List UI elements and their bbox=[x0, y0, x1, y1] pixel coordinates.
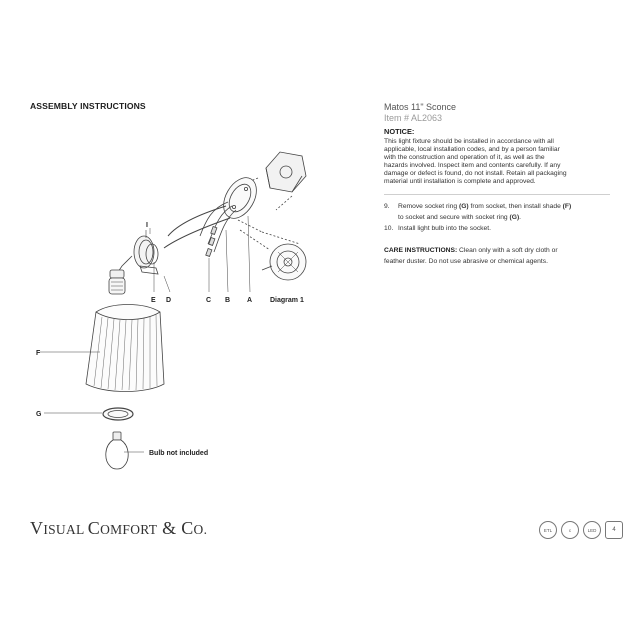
care-text: feather duster. Do not use abrasive or chemical agents. bbox=[384, 258, 548, 266]
label-bulb-not-included: Bulb not included bbox=[149, 450, 209, 457]
notice-line: This light fixture should be installed in accordance with all bbox=[384, 138, 554, 145]
label-b: B bbox=[225, 297, 231, 304]
label-f: F bbox=[36, 350, 41, 357]
notice-line: damage or defect is found, do not install. Retain all packaging bbox=[384, 170, 567, 178]
rating-badge-icon: 4 bbox=[605, 521, 623, 539]
label-d: D bbox=[166, 297, 172, 304]
step-number: 10. bbox=[384, 225, 394, 233]
notice-line: hazards involved. Inspect item and contents carefully. If any bbox=[384, 162, 561, 170]
label-e: E bbox=[151, 297, 156, 304]
notice-heading: NOTICE: bbox=[384, 127, 415, 136]
shade-icon bbox=[86, 305, 164, 392]
brand-logo: VISUAL COMFORT & CO. bbox=[30, 518, 208, 538]
etl-listed-icon: ETL bbox=[539, 521, 557, 539]
label-a: A bbox=[247, 297, 253, 304]
assembly-heading: ASSEMBLY INSTRUCTIONS bbox=[30, 101, 146, 111]
step-text: Remove socket ring (G) from socket, then install shade (F) bbox=[398, 203, 572, 210]
notice-line: applicable, local installation codes, and by a person familiar bbox=[384, 146, 560, 154]
care-heading: CARE INSTRUCTIONS: bbox=[384, 247, 458, 254]
c-mark-icon: c bbox=[561, 521, 579, 539]
step-text: to socket and secure with socket ring (G). bbox=[398, 214, 522, 222]
mounting-plate-icon bbox=[240, 230, 306, 280]
label-diagram-1: Diagram 1 bbox=[270, 297, 304, 304]
certification-icons bbox=[539, 521, 623, 539]
care-text: Clean only with a soft dry cloth or bbox=[457, 247, 558, 254]
label-c: C bbox=[206, 297, 212, 304]
backplate-icon bbox=[217, 172, 263, 224]
product-title: Matos 11" Sconce bbox=[384, 102, 457, 112]
bulb-icon bbox=[106, 432, 128, 469]
socket-icon bbox=[109, 270, 125, 294]
led-bulb-icon: LED bbox=[583, 521, 601, 539]
junction-box-icon bbox=[266, 152, 306, 192]
label-i: I bbox=[146, 222, 148, 229]
notice-line: material until installation is complete and approved. bbox=[384, 178, 536, 186]
socket-ring-icon bbox=[103, 408, 133, 420]
product-item-number: Item # AL2063 bbox=[384, 113, 443, 123]
fixture-plate-icon bbox=[134, 236, 158, 274]
step-number: 9. bbox=[384, 203, 390, 210]
label-g: G bbox=[36, 411, 42, 418]
step-text: Install light bulb into the socket. bbox=[398, 225, 491, 233]
wire-nut-icon bbox=[206, 226, 217, 256]
notice-line: with the construction and operation of it, as well as the bbox=[384, 154, 545, 162]
